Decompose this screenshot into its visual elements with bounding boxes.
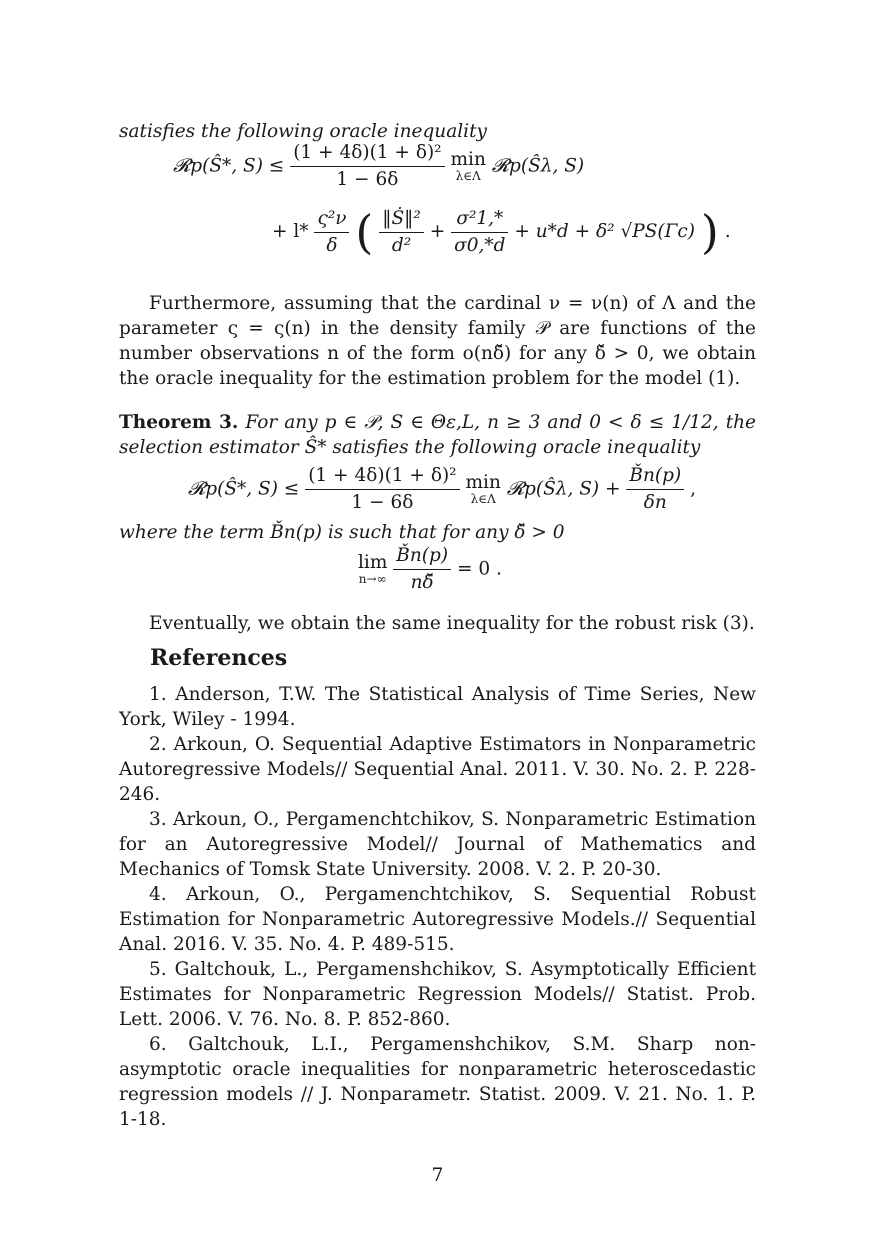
- eq4-lim-sub: n→∞: [358, 571, 387, 586]
- reference-2: 2. Arkoun, O. Sequential Adaptive Estimators in Nonparametric Autoregressive Models// Sequential Anal. 2011. V. 30. No. 2. P. 228-246.: [119, 734, 756, 805]
- eq1-min-sub: λ∈Λ: [455, 168, 481, 183]
- eq4-lim: [358, 551, 388, 586]
- intro-line: satisfies the following oracle inequality: [119, 121, 487, 142]
- eq1-min: [450, 148, 486, 183]
- oracle-inequality-line1: [173, 140, 584, 193]
- eq1-fraction: [290, 140, 444, 193]
- eq3-mid: 𝓡p(Ŝλ, S) +: [506, 478, 621, 500]
- eq2-end: .: [724, 221, 731, 242]
- theorem-label: Theorem 3.: [119, 412, 239, 433]
- reference-6: 6. Galtchouk, L.I., Pergamenshchikov, S.M. Sharp non-asymptotic oracle inequalities for nonparametric heteroscedastic regression models // J. Nonparametr. Statist. 2009. V. 21. No. 1. P. 1-18.: [119, 1034, 756, 1130]
- left-paren: (: [355, 205, 374, 259]
- eq4-den: nδ̌: [410, 572, 434, 593]
- eq4-fraction: [393, 543, 451, 596]
- eq4-lim-op: lim: [358, 551, 388, 573]
- reference-1: 1. Anderson, T.W. The Statistical Analysis of Time Series, New York, Wiley - 1994.: [119, 684, 756, 730]
- eq1-lhs: 𝓡p(Ŝ*, S) ≤: [173, 155, 285, 177]
- paragraph-furthermore: Furthermore, assuming that the cardinal ν = ν(n) of Λ and the parameter ς = ς(n) in the density family 𝒫 are functions of the number observations n of the form o(nδ̌) for any δ̌ > 0, we obtain the oracle inequality for the estimation problem for the model (1).: [119, 293, 756, 389]
- eq3-b-den: δn: [643, 492, 667, 513]
- reference-3: 3. Arkoun, O., Pergamenchtchikov, S. Nonparametric Estimation for an Autoregressive Model// Journal of Mathematics and Mechanics of Tomsk State University. 2008. V. 2. P. 20-30.: [119, 809, 756, 880]
- eq3-fraction: [305, 463, 459, 516]
- paragraph-eventually: Eventually, we obtain the same inequality for the robust risk (3).: [149, 613, 755, 634]
- eq2-coef-den: δ: [326, 234, 338, 256]
- oracle-inequality-line2: [272, 205, 731, 259]
- eq3-end: ,: [690, 478, 696, 500]
- eq3-lhs: 𝓡p(Ŝ*, S) ≤: [188, 478, 300, 500]
- reference-5: 5. Galtchouk, L., Pergamenshchikov, S. Asymptotically Efficient Estimates for Nonparametric Regression Models// Statist. Prob. Lett. 2006. V. 76. No. 8. P. 852-860.: [119, 959, 756, 1030]
- eq3-min: [465, 471, 501, 506]
- eq1-min-op: min: [450, 148, 486, 170]
- eq2-coef-num: ς²ν: [314, 206, 349, 233]
- eq4-rhs: = 0 .: [456, 558, 502, 580]
- references-heading: References: [150, 645, 288, 671]
- eq2-f2-num: σ²1,*: [451, 206, 508, 233]
- eq2-tail: + u*d + δ² √PS(Γc): [514, 221, 696, 242]
- reference-4: 4. Arkoun, O., Pergamenchtchikov, S. Sequential Robust Estimation for Nonparametric Autoregressive Models.// Sequential Anal. 2016. V. 35. No. 4. P. 489-515.: [119, 884, 756, 955]
- eq3-b-fraction: [626, 463, 684, 516]
- eq1-rhs: 𝓡p(Ŝλ, S): [491, 155, 585, 177]
- eq3-b-num: B̌n(p): [626, 463, 684, 490]
- right-paren: ): [700, 205, 719, 259]
- eq2-f2-den: σ0,*d: [454, 234, 506, 256]
- where-line: where the term B̌n(p) is such that for any δ̌ > 0: [119, 522, 565, 543]
- eq2-f1-num: ‖Ṡ‖²: [379, 206, 424, 233]
- eq1-frac-num: (1 + 4δ)(1 + δ)²: [290, 140, 444, 167]
- eq1-frac-den: 1 − 6δ: [336, 169, 399, 190]
- limit-equation: [358, 543, 502, 596]
- eq2-fraction-1: [379, 206, 424, 259]
- eq4-num: B̌n(p): [393, 543, 451, 570]
- theorem-text: For any p ∈ 𝒫, S ∈ Θε,L, n ≥ 3 and 0 < δ ≤ 1/12, the selection estimator Ŝ* satisfies the following oracle inequality: [119, 412, 756, 458]
- theorem-inequality: [188, 463, 696, 516]
- eq3-frac-den: 1 − 6δ: [351, 492, 414, 513]
- eq2-plus: +: [429, 221, 446, 242]
- eq2-coef-fraction: [314, 206, 349, 259]
- eq3-frac-num: (1 + 4δ)(1 + δ)²: [305, 463, 459, 490]
- eq2-plus-l: + l*: [272, 221, 309, 242]
- eq3-min-sub: λ∈Λ: [470, 491, 496, 506]
- eq2-fraction-2: [451, 206, 508, 259]
- eq2-f1-den: d²: [391, 234, 412, 256]
- eq3-min-op: min: [465, 471, 501, 493]
- page-number: 7: [431, 1165, 444, 1186]
- theorem-3: [119, 410, 756, 460]
